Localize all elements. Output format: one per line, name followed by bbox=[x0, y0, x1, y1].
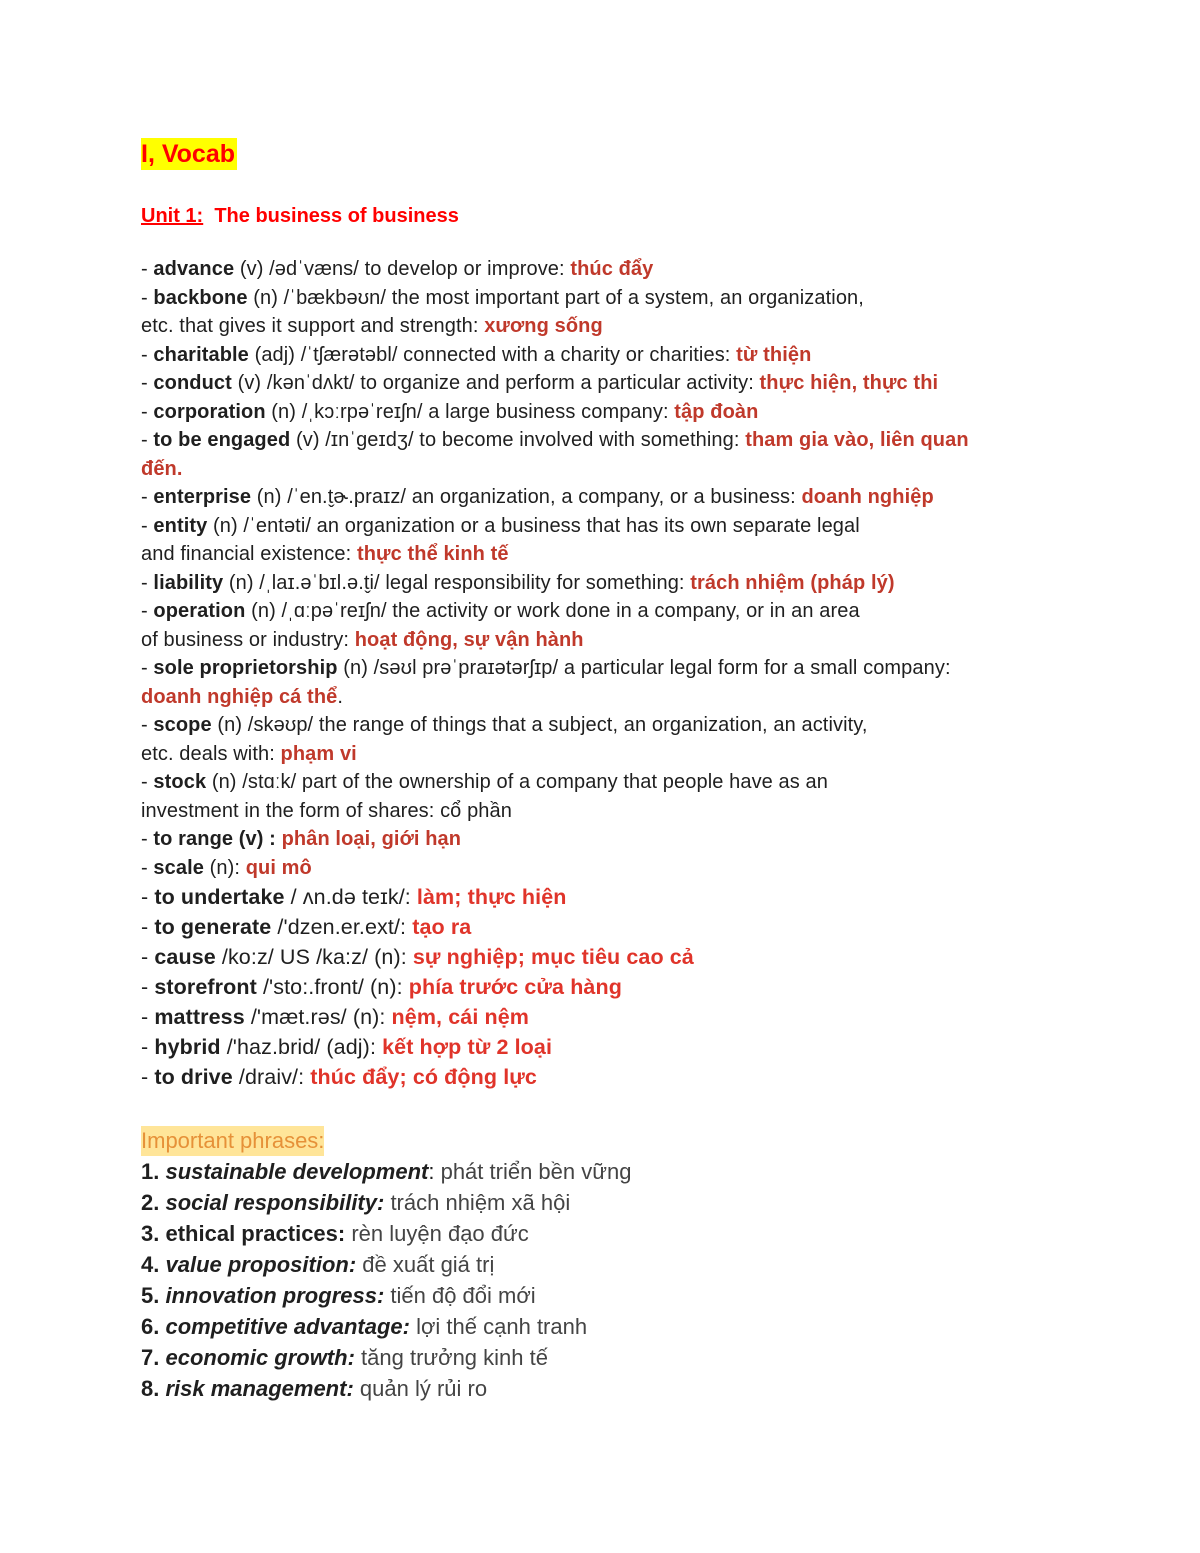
phrase-number: 1. bbox=[141, 1159, 160, 1184]
phrases-list bbox=[141, 1156, 1141, 1404]
vocab-text: (n) /ˈentəti/ an organization or a business that has its own separate legal bbox=[207, 514, 860, 537]
vocab-text: etc. that gives it support and strength: bbox=[141, 315, 485, 337]
vocab-text: /ko:z/ US /ka:z/ (n): bbox=[215, 945, 413, 969]
vocab-term: backbone bbox=[153, 286, 248, 309]
vocab-translation: phân loại, giới hạn bbox=[281, 828, 462, 850]
vocab-line bbox=[141, 540, 1141, 569]
vocab-text: - bbox=[141, 856, 154, 879]
vocab-line bbox=[141, 768, 1141, 797]
vocab-line bbox=[141, 1062, 1141, 1092]
vocab-text: etc. deals with: bbox=[141, 742, 281, 765]
vocab-line bbox=[141, 626, 1141, 655]
vocab-text: - bbox=[141, 514, 154, 537]
vocab-line bbox=[141, 1002, 1141, 1032]
vocab-text: - bbox=[141, 343, 154, 366]
vocab-line bbox=[141, 882, 1141, 912]
vocab-text: (n) /stɑːk/ part of the ownership of a company that people have as an bbox=[206, 771, 828, 793]
vocab-text: /'sto:.front/ (n): bbox=[256, 975, 409, 999]
vocab-text: /draiv/: bbox=[232, 1065, 311, 1089]
phrase-term: social responsibility: bbox=[165, 1190, 385, 1215]
vocab-term: corporation bbox=[153, 400, 266, 423]
vocab-translation: đến. bbox=[141, 457, 183, 480]
vocab-translation: doanh nghiệp cá thể bbox=[141, 685, 338, 708]
vocab-line bbox=[141, 312, 1141, 341]
vocab-translation: tham gia vào, liên quan bbox=[745, 429, 969, 451]
vocab-text: - bbox=[141, 600, 154, 622]
phrase-term: competitive advantage: bbox=[165, 1314, 410, 1339]
vocab-text: - bbox=[141, 372, 154, 394]
vocab-term: liability bbox=[153, 571, 224, 594]
vocab-text: /'haz.brid/ (adj): bbox=[220, 1035, 383, 1059]
vocab-translation: sự nghiệp; mục tiêu cao cả bbox=[412, 945, 694, 969]
vocab-text: (n): bbox=[203, 856, 246, 879]
vocab-translation: kết hợp từ 2 loại bbox=[382, 1035, 553, 1059]
vocab-translation: thực hiện, thực thi bbox=[759, 372, 939, 394]
phrase-term: value proposition: bbox=[165, 1252, 357, 1277]
phrase-number: 6. bbox=[141, 1314, 160, 1339]
vocab-text: - bbox=[141, 1035, 155, 1059]
vocab-term: to generate bbox=[154, 915, 272, 939]
vocab-term: advance bbox=[153, 258, 235, 280]
phrase-translation: quản lý rủi ro bbox=[353, 1376, 488, 1401]
vocab-text: - bbox=[141, 1065, 155, 1089]
vocab-list bbox=[141, 255, 1141, 1092]
phrase-item bbox=[141, 1373, 1141, 1404]
vocab-text: and financial existence: bbox=[141, 543, 357, 565]
vocab-line bbox=[141, 711, 1141, 740]
vocab-term: operation bbox=[153, 600, 246, 622]
phrase-item bbox=[141, 1218, 1141, 1249]
phrase-term: sustainable development bbox=[165, 1159, 429, 1184]
phrase-translation: tăng trưởng kinh tế bbox=[354, 1345, 548, 1370]
phrase-separator: : bbox=[428, 1159, 435, 1184]
vocab-text: of business or industry: bbox=[141, 628, 355, 651]
vocab-line bbox=[141, 854, 1141, 883]
vocab-translation: qui mô bbox=[245, 856, 312, 879]
vocab-term: scope bbox=[153, 714, 212, 736]
vocab-translation: phía trước cửa hàng bbox=[408, 975, 622, 999]
vocab-text: - bbox=[141, 975, 155, 999]
vocab-text: (v) /ədˈvæns/ to develop or improve: bbox=[234, 258, 571, 280]
vocab-text: (adj) /ˈtʃærətəbl/ connected with a charity or charities: bbox=[248, 343, 737, 366]
vocab-term: to range (v) : bbox=[153, 828, 282, 850]
phrase-number: 2. bbox=[141, 1190, 160, 1215]
vocab-term: stock bbox=[153, 771, 207, 793]
vocab-line bbox=[141, 341, 1141, 370]
vocab-text: /'mæt.rəs/ (n): bbox=[244, 1005, 392, 1029]
vocab-text: (v) /kənˈdʌkt/ to organize and perform a particular activity: bbox=[231, 372, 760, 394]
vocab-text: (n) /səʊl prəˈpraɪətərʃɪp/ a particular legal form for a small company: bbox=[337, 657, 951, 679]
vocab-term: cause bbox=[154, 945, 216, 969]
vocab-text: (n) /ˌɑːpəˈreɪʃn/ the activity or work done in a company, or in an area bbox=[245, 600, 860, 622]
vocab-text: - bbox=[141, 657, 154, 679]
vocab-line bbox=[141, 654, 1141, 683]
vocab-line bbox=[141, 512, 1141, 541]
vocab-term: charitable bbox=[153, 343, 249, 366]
phrase-item bbox=[141, 1342, 1141, 1373]
phrase-translation: lợi thế cạnh tranh bbox=[410, 1314, 588, 1339]
vocab-text: . bbox=[337, 685, 344, 708]
vocab-text: - bbox=[141, 258, 154, 280]
vocab-text: (v) /ɪnˈɡeɪdʒ/ to become involved with something: bbox=[290, 429, 746, 451]
section-heading: I, Vocab bbox=[141, 140, 236, 168]
vocab-line bbox=[141, 255, 1141, 284]
vocab-term: scale bbox=[153, 856, 204, 879]
phrase-item bbox=[141, 1311, 1141, 1342]
vocab-translation: thúc đẩy; có động lực bbox=[310, 1065, 537, 1089]
phrase-term: innovation progress: bbox=[165, 1283, 385, 1308]
vocab-text: - bbox=[141, 945, 155, 969]
phrase-translation: tiến độ đổi mới bbox=[384, 1283, 536, 1308]
vocab-line bbox=[141, 825, 1141, 854]
vocab-translation: hoạt động, sự vận hành bbox=[354, 628, 584, 651]
vocab-line bbox=[141, 426, 1141, 455]
vocab-text: - bbox=[141, 571, 154, 594]
vocab-text: (n) /ˌlaɪ.əˈbɪl.ə.t̬i/ legal responsibility for something: bbox=[223, 571, 691, 594]
phrase-translation: phát triển bền vững bbox=[434, 1159, 632, 1184]
vocab-term: mattress bbox=[154, 1005, 245, 1029]
vocab-text: (n) /ˈbækbəʊn/ the most important part of a system, an organization, bbox=[247, 286, 864, 309]
vocab-line bbox=[141, 569, 1141, 598]
vocab-line bbox=[141, 740, 1141, 769]
vocab-translation: làm; thực hiện bbox=[416, 885, 567, 909]
vocab-text: - bbox=[141, 286, 154, 309]
vocab-text: - bbox=[141, 771, 154, 793]
vocab-line bbox=[141, 912, 1141, 942]
vocab-term: sole proprietorship bbox=[153, 657, 338, 679]
unit-name: The business of business bbox=[214, 205, 459, 227]
vocab-term: enterprise bbox=[153, 486, 252, 508]
vocab-term: conduct bbox=[153, 372, 232, 394]
vocab-text: /'dzen.er.ext/: bbox=[271, 915, 413, 939]
phrase-number: 4. bbox=[141, 1252, 160, 1277]
document-page bbox=[141, 138, 1141, 1404]
phrase-item bbox=[141, 1187, 1141, 1218]
phrases-title: Important phrases: bbox=[141, 1126, 324, 1156]
vocab-text: - bbox=[141, 429, 154, 451]
vocab-text: - bbox=[141, 714, 154, 736]
vocab-line bbox=[141, 683, 1141, 712]
vocab-text: (n) /skəʊp/ the range of things that a subject, an organization, an activity, bbox=[211, 714, 868, 736]
vocab-term: to drive bbox=[154, 1065, 233, 1089]
vocab-term: to undertake bbox=[154, 885, 285, 909]
phrase-translation: đề xuất giá trị bbox=[356, 1252, 495, 1277]
phrase-term: economic growth: bbox=[165, 1345, 355, 1370]
vocab-line bbox=[141, 483, 1141, 512]
vocab-translation: thúc đẩy bbox=[570, 258, 654, 280]
phrase-number: 8. bbox=[141, 1376, 160, 1401]
vocab-line bbox=[141, 1032, 1141, 1062]
unit-label: Unit 1: bbox=[141, 205, 204, 227]
vocab-term: storefront bbox=[154, 975, 257, 999]
vocab-translation: trách nhiệm (pháp lý) bbox=[690, 571, 895, 594]
phrase-number: 7. bbox=[141, 1345, 160, 1370]
phrase-translation: rèn luyện đạo đức bbox=[345, 1221, 529, 1246]
vocab-translation: thực thể kinh tế bbox=[356, 543, 509, 565]
vocab-translation: tập đoàn bbox=[674, 400, 759, 423]
phrase-item bbox=[141, 1280, 1141, 1311]
vocab-text: (n) /ˈen.t̬ɚ.praɪz/ an organization, a company, or a business: bbox=[251, 486, 802, 508]
phrase-item bbox=[141, 1156, 1141, 1187]
vocab-text: investment in the form of shares: cổ phần bbox=[141, 799, 512, 822]
vocab-translation: tạo ra bbox=[412, 915, 472, 939]
vocab-line bbox=[141, 455, 1141, 484]
vocab-text: (n) /ˌkɔːrpəˈreɪʃn/ a large business company: bbox=[265, 400, 675, 423]
vocab-line bbox=[141, 797, 1141, 826]
vocab-line bbox=[141, 597, 1141, 626]
vocab-term: to be engaged bbox=[153, 429, 291, 451]
phrase-number: 5. bbox=[141, 1283, 160, 1308]
vocab-line bbox=[141, 398, 1141, 427]
vocab-text: - bbox=[141, 828, 154, 850]
vocab-term: hybrid bbox=[154, 1035, 221, 1059]
vocab-text: - bbox=[141, 1005, 155, 1029]
vocab-line bbox=[141, 369, 1141, 398]
unit-title bbox=[141, 203, 1141, 229]
vocab-translation: từ thiện bbox=[736, 343, 812, 366]
phrase-number: 3. bbox=[141, 1221, 160, 1246]
phrase-term: ethical practices: bbox=[165, 1221, 346, 1246]
vocab-line bbox=[141, 942, 1141, 972]
vocab-translation: phạm vi bbox=[280, 742, 357, 765]
vocab-text: - bbox=[141, 915, 155, 939]
vocab-line bbox=[141, 972, 1141, 1002]
vocab-translation: nệm, cái nệm bbox=[391, 1005, 529, 1029]
phrase-translation: trách nhiệm xã hội bbox=[384, 1190, 571, 1215]
vocab-translation: doanh nghiệp bbox=[801, 486, 934, 508]
vocab-line bbox=[141, 284, 1141, 313]
phrase-item bbox=[141, 1249, 1141, 1280]
vocab-translation: xương sống bbox=[484, 315, 603, 337]
vocab-text: - bbox=[141, 486, 154, 508]
vocab-term: entity bbox=[153, 514, 208, 537]
vocab-text: / ʌn.də teɪk/: bbox=[284, 885, 417, 909]
vocab-text: - bbox=[141, 885, 155, 909]
vocab-text: - bbox=[141, 400, 154, 423]
phrase-term: risk management: bbox=[165, 1376, 354, 1401]
phrases-section bbox=[141, 1126, 1141, 1404]
